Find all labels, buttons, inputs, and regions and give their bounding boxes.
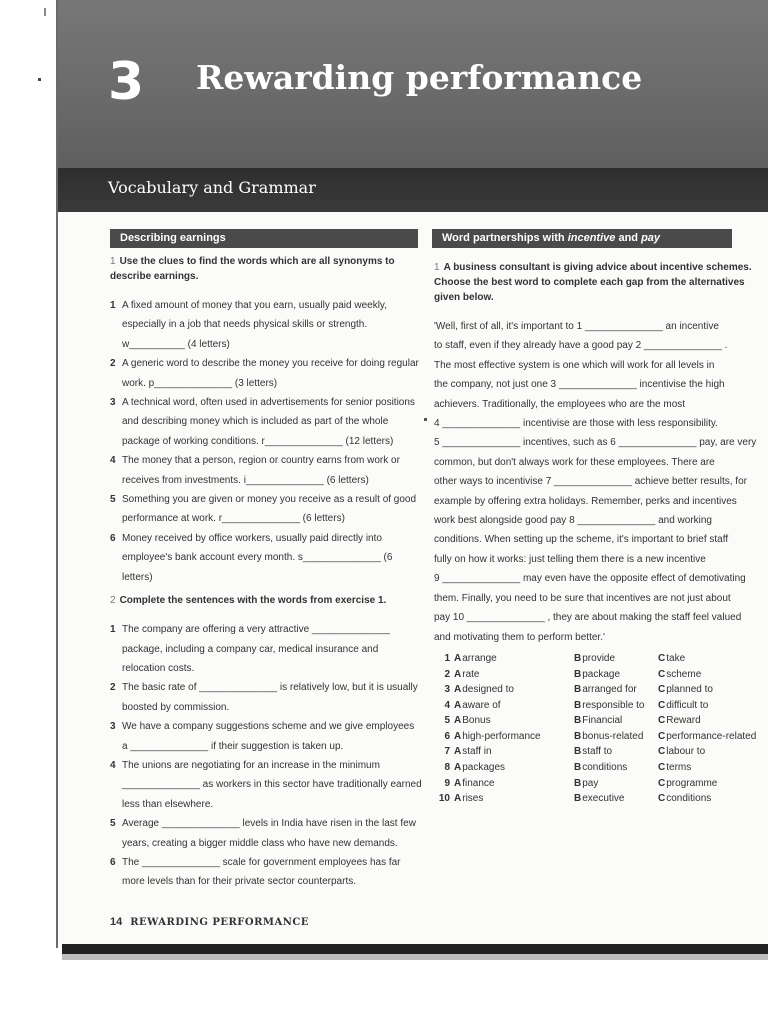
option-number: 10 <box>438 793 450 805</box>
item-text: The ______________ scale for government employees has far more levels than for their private sector counterparts. <box>122 856 401 888</box>
sentence-item <box>110 814 422 853</box>
page-number: 14 <box>110 916 123 928</box>
item-text: The basic rate of ______________ is relatively low, but it is usually boosted by commission. <box>122 682 418 713</box>
option-row <box>434 778 756 794</box>
option-row <box>434 684 756 700</box>
paragraph-line: and motivating them to perform better.' <box>434 631 605 643</box>
option-word: terms <box>666 762 692 774</box>
sentence-item <box>110 678 422 717</box>
options-table <box>434 653 756 809</box>
clue-item <box>110 354 422 393</box>
scan-mark <box>424 418 427 421</box>
exercise-1-list <box>110 296 422 587</box>
item-number: 1 <box>110 300 116 311</box>
item-text: A generic word to describe the money you receive for doing regular work. p______________ (3 letters) <box>122 358 419 389</box>
option-a <box>454 653 574 669</box>
option-word: staff in <box>462 746 492 758</box>
option-letter: B <box>574 668 582 680</box>
word-partnership-instruction: 1 A business consultant is giving advice about incentive schemes. Choose the best word to complete each gap from the alternatives given below. <box>434 262 752 303</box>
option-word: arranged for <box>582 684 637 696</box>
option-letter: A <box>454 684 462 696</box>
option-word: bonus-related <box>582 730 644 742</box>
option-b <box>574 700 658 716</box>
option-b <box>574 762 658 778</box>
option-number: 8 <box>444 762 450 774</box>
option-letter: B <box>574 684 582 696</box>
paragraph-line: 4 ______________ incentivise are those with less responsibility. <box>434 418 718 430</box>
option-c <box>658 778 756 794</box>
exercise-1-instruction: 1 Use the clues to find the words which are all synonyms to describe earnings. <box>110 256 395 282</box>
option-letter: B <box>574 652 582 664</box>
option-a <box>454 778 574 794</box>
item-number: 3 <box>110 397 116 409</box>
option-row <box>434 762 756 778</box>
option-word: aware of <box>462 699 501 711</box>
option-letter: A <box>454 668 462 680</box>
item-number: 5 <box>110 494 116 506</box>
option-word: provide <box>582 652 616 664</box>
option-number: 6 <box>444 730 450 742</box>
option-word: scheme <box>666 668 702 680</box>
paragraph-line: work best alongside good pay 8 ______________ and working <box>434 515 712 527</box>
item-number: 3 <box>110 721 116 733</box>
chapter-number: 3 <box>108 52 144 112</box>
paragraph-line: 5 ______________ incentives, such as 6 ______________ pay, are very <box>434 437 757 449</box>
option-b <box>574 653 658 669</box>
item-number: 5 <box>110 818 116 830</box>
option-b <box>574 731 658 747</box>
option-row <box>434 731 756 747</box>
option-word: Bonus <box>462 715 491 727</box>
option-b <box>574 746 658 762</box>
right-column-header: Word partnerships with incentive and pay <box>432 229 732 248</box>
option-word: conditions <box>666 793 712 805</box>
section-title: Vocabulary and Grammar <box>108 178 316 197</box>
paragraph-line: the company, not just one 3 ______________ incentivise the high <box>434 379 725 391</box>
option-c <box>658 700 756 716</box>
option-number: 1 <box>444 652 450 664</box>
option-word: packages <box>462 762 506 774</box>
item-number: 6 <box>110 532 116 544</box>
paragraph-line: achievers. Traditionally, the employees who are the most <box>434 398 686 410</box>
page-edge-shadow-light <box>62 954 768 960</box>
sentence-item <box>110 853 422 892</box>
option-row <box>434 653 756 669</box>
item-text: The company are offering a very attractive ______________ package, including a company car, medical insurance and relocation costs. <box>122 624 390 674</box>
paragraph-line: 9 ______________ may even have the opposite effect of demotivating <box>434 573 746 585</box>
sentence-item <box>110 756 422 814</box>
option-letter: C <box>658 777 666 789</box>
option-a <box>454 746 574 762</box>
item-text: We have a company suggestions scheme and we give employees a ______________ if their suggestion is taken up. <box>122 721 415 752</box>
option-row <box>434 715 756 731</box>
consultant-paragraph <box>434 317 768 647</box>
option-letter: C <box>658 746 666 758</box>
option-row <box>434 700 756 716</box>
scan-mark <box>38 78 41 81</box>
option-letter: C <box>658 684 666 696</box>
option-letter: B <box>574 777 582 789</box>
option-word: arrange <box>462 652 497 664</box>
option-letter: A <box>454 746 462 758</box>
exercise-2-list <box>110 620 422 892</box>
option-letter: C <box>658 793 666 805</box>
option-word: labour to <box>666 746 706 758</box>
option-row <box>434 746 756 762</box>
clue-item <box>110 296 422 354</box>
paragraph-line: 'Well, first of all, it's important to 1 ______________ an incentive <box>434 321 719 332</box>
item-text: A fixed amount of money that you earn, usually paid weekly, especially in a job that needs physical skills or strength. w__________ (4 letters) <box>122 300 387 350</box>
option-row <box>434 669 756 685</box>
option-word: Reward <box>666 715 701 727</box>
option-c <box>658 653 756 669</box>
option-letter: B <box>574 699 582 711</box>
option-a <box>454 793 574 809</box>
option-number: 5 <box>444 715 450 727</box>
option-letter: B <box>574 793 582 805</box>
scan-mark <box>44 8 46 16</box>
option-word: high-performance <box>462 730 541 742</box>
paragraph-line: other ways to incentivise 7 ______________ achieve better results, for <box>434 476 747 488</box>
clue-item <box>110 393 422 451</box>
option-a <box>454 700 574 716</box>
option-letter: A <box>454 762 462 774</box>
option-c <box>658 731 756 747</box>
option-word: take <box>666 652 686 664</box>
option-word: rises <box>462 793 484 805</box>
footer-label: REWARDING PERFORMANCE <box>130 917 309 928</box>
option-word: staff to <box>582 746 613 758</box>
option-word: pay <box>582 777 599 789</box>
paragraph-line: them. Finally, you need to be sure that incentives are not just about <box>434 592 731 604</box>
option-letter: B <box>574 762 582 774</box>
item-number: 2 <box>110 358 116 370</box>
item-text: Money received by office workers, usually paid directly into employee's bank account every month. s______________ (6 letters) <box>122 532 393 583</box>
option-word: performance-related <box>666 730 757 742</box>
option-letter: C <box>658 730 666 742</box>
left-column-header: Describing earnings <box>110 229 418 248</box>
option-number: 2 <box>444 668 450 680</box>
option-letter: A <box>454 730 462 742</box>
option-word: planned to <box>666 684 713 696</box>
left-column <box>110 254 422 898</box>
chapter-title: Rewarding performance <box>196 58 643 97</box>
option-number: 7 <box>444 746 450 758</box>
item-text: A technical word, often used in advertisements for senior positions and describing money which is included as part of the whole package of working conditions. r______________ (12 letters) <box>122 397 415 447</box>
item-number: 4 <box>110 759 116 771</box>
option-letter: C <box>658 762 666 774</box>
item-number: 4 <box>110 455 116 467</box>
option-letter: A <box>454 777 462 789</box>
option-word: executive <box>582 793 625 805</box>
item-text: Something you are given or money you receive as a result of good performance at work. r______________ (6 letters) <box>122 494 417 525</box>
option-letter: B <box>574 730 582 742</box>
option-letter: C <box>658 668 666 680</box>
option-number: 3 <box>444 684 450 696</box>
paragraph-line: example by offering extra holidays. Remember, perks and incentives <box>434 495 737 507</box>
page-footer <box>110 916 309 928</box>
option-word: finance <box>462 777 495 789</box>
exercise-2-instruction: 2 Complete the sentences with the words from exercise 1. <box>110 595 387 607</box>
option-a <box>454 762 574 778</box>
sentence-item <box>110 717 422 756</box>
option-b <box>574 684 658 700</box>
clue-item <box>110 490 422 529</box>
option-word: difficult to <box>666 699 709 711</box>
option-a <box>454 715 574 731</box>
option-c <box>658 746 756 762</box>
option-letter: B <box>574 715 582 727</box>
sentence-item <box>110 620 422 678</box>
option-word: programme <box>666 777 718 789</box>
option-c <box>658 715 756 731</box>
paragraph-line: pay 10 ______________ , they are about making the staff feel valued <box>434 612 742 624</box>
item-number: 2 <box>110 682 116 694</box>
paragraph-line: The most effective system is one which will work for all levels in <box>434 359 715 371</box>
item-text: The money that a person, region or country earns from work or receives from investments. i______________ (6 letters) <box>122 455 400 486</box>
option-word: responsible to <box>582 699 645 711</box>
option-word: package <box>582 668 621 680</box>
option-letter: A <box>454 715 462 727</box>
option-c <box>658 793 756 809</box>
clue-item <box>110 451 422 490</box>
option-b <box>574 715 658 731</box>
option-a <box>454 684 574 700</box>
item-text: The unions are negotiating for an increase in the minimum ______________ as workers in this sector have traditionally earned less than elsewhere. <box>122 759 422 810</box>
item-number: 6 <box>110 856 116 868</box>
paragraph-line: conditions. When setting up the scheme, it's important to brief staff <box>434 534 729 546</box>
right-column <box>434 260 768 809</box>
option-b <box>574 793 658 809</box>
option-a <box>454 731 574 747</box>
clue-item <box>110 529 422 587</box>
option-c <box>658 762 756 778</box>
option-letter: A <box>454 699 462 711</box>
option-letter: A <box>454 793 462 805</box>
item-number: 1 <box>110 624 116 636</box>
paragraph-line: common, but don't always work for these employees. There are <box>434 456 715 468</box>
option-letter: C <box>658 652 666 664</box>
paragraph-line: fully on how it works: just telling them there is a new incentive <box>434 553 706 565</box>
option-b <box>574 669 658 685</box>
option-a <box>454 669 574 685</box>
option-letter: C <box>658 715 666 727</box>
option-word: Financial <box>582 715 623 727</box>
option-number: 4 <box>444 699 450 711</box>
option-word: rate <box>462 668 480 680</box>
page-edge-shadow <box>62 944 768 954</box>
option-word: designed to <box>462 684 514 696</box>
option-word: conditions <box>582 762 628 774</box>
paragraph-line: to staff, even if they already have a good pay 2 ______________ . <box>434 340 728 352</box>
option-row <box>434 793 756 809</box>
option-b <box>574 778 658 794</box>
option-letter: B <box>574 746 582 758</box>
option-c <box>658 669 756 685</box>
option-letter: C <box>658 699 666 711</box>
option-number: 9 <box>444 777 450 789</box>
item-text: Average ______________ levels in India have risen in the last few years, creating a bigger middle class who have new demands. <box>122 818 416 849</box>
option-c <box>658 684 756 700</box>
option-letter: A <box>454 652 462 664</box>
